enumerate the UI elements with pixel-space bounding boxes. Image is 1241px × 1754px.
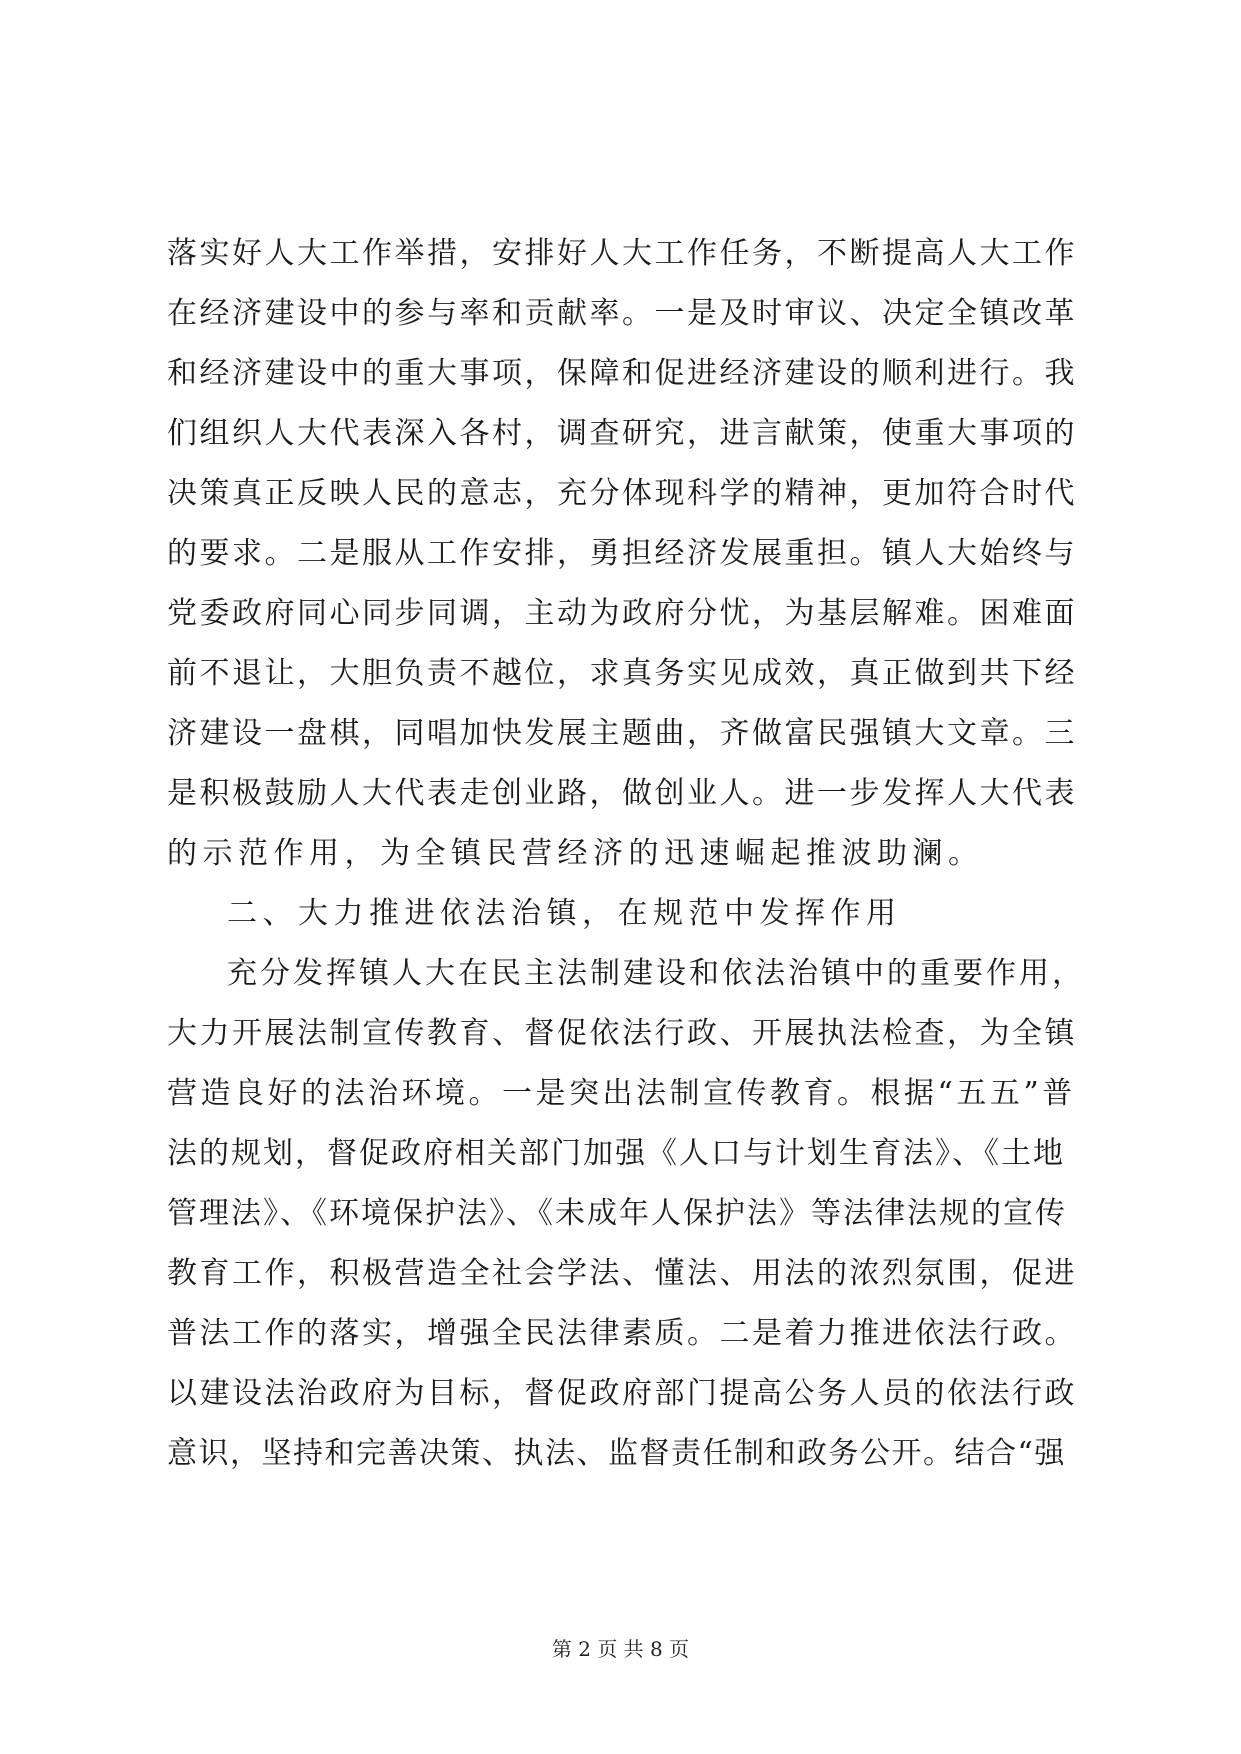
- body-text-line: 以建设法治政府为目标，督促政府部门提高公务人员的依法行政: [167, 1376, 1077, 1411]
- body-text-line: 大力开展法制宣传教育、督促依法行政、开展执法检查，为全镇: [167, 1016, 1077, 1051]
- body-text-line: 前不退让，大胆负责不越位，求真务实见成效，真正做到共下经: [167, 656, 1077, 691]
- page-number-footer: 第 2 页 共 8 页: [551, 1637, 690, 1661]
- body-text-line: 是积极鼓励人大代表走创业路，做创业人。进一步发挥人大代表: [167, 776, 1077, 811]
- body-text-line: 意识，坚持和完善决策、执法、监督责任制和政务公开。结合“强: [167, 1436, 1066, 1471]
- paragraph-first-line: 充分发挥镇人大在民主法制建设和依法治镇中的重要作用，: [227, 956, 1085, 991]
- body-text-line: 在经济建设中的参与率和贡献率。一是及时审议、决定全镇改革: [167, 296, 1077, 331]
- body-text-line: 们组织人大代表深入各村，调查研究，进言献策，使重大事项的: [167, 416, 1077, 451]
- section-heading: 二、大力推进依法治镇，在规范中发挥作用: [227, 896, 902, 931]
- body-text-line: 党委政府同心同步同调，主动为政府分忧，为基层解难。困难面: [167, 596, 1077, 631]
- body-text-line: 的示范作用，为全镇民营经济的迅速崛起推波助澜。: [167, 836, 984, 871]
- body-text-line: 的要求。二是服从工作安排，勇担经济发展重担。镇人大始终与: [167, 536, 1077, 571]
- body-text-line: 济建设一盘棋，同唱加快发展主题曲，齐做富民强镇大文章。三: [167, 716, 1077, 751]
- body-text-line: 和经济建设中的重大事项，保障和促进经济建设的顺利进行。我: [167, 356, 1077, 391]
- body-text-line: 普法工作的落实，增强全民法律素质。二是着力推进依法行政。: [167, 1316, 1077, 1351]
- body-text-line: 落实好人大工作举措，安排好人大工作任务，不断提高人大工作: [167, 236, 1077, 271]
- body-text-line: 管理法》、《环境保护法》、《未成年人保护法》等法律法规的宣传: [167, 1196, 1067, 1231]
- body-text-line: 教育工作，积极营造全社会学法、懂法、用法的浓烈氛围，促进: [167, 1256, 1077, 1291]
- body-text-line: 法的规划，督促政府相关部门加强《人口与计划生育法》、《土地: [167, 1136, 1065, 1171]
- body-text-line: 营造良好的法治环境。一是突出法制宣传教育。根据“五五”普: [167, 1076, 1076, 1111]
- body-text-line: 决策真正反映人民的意志，充分体现科学的精神，更加符合时代: [167, 476, 1077, 511]
